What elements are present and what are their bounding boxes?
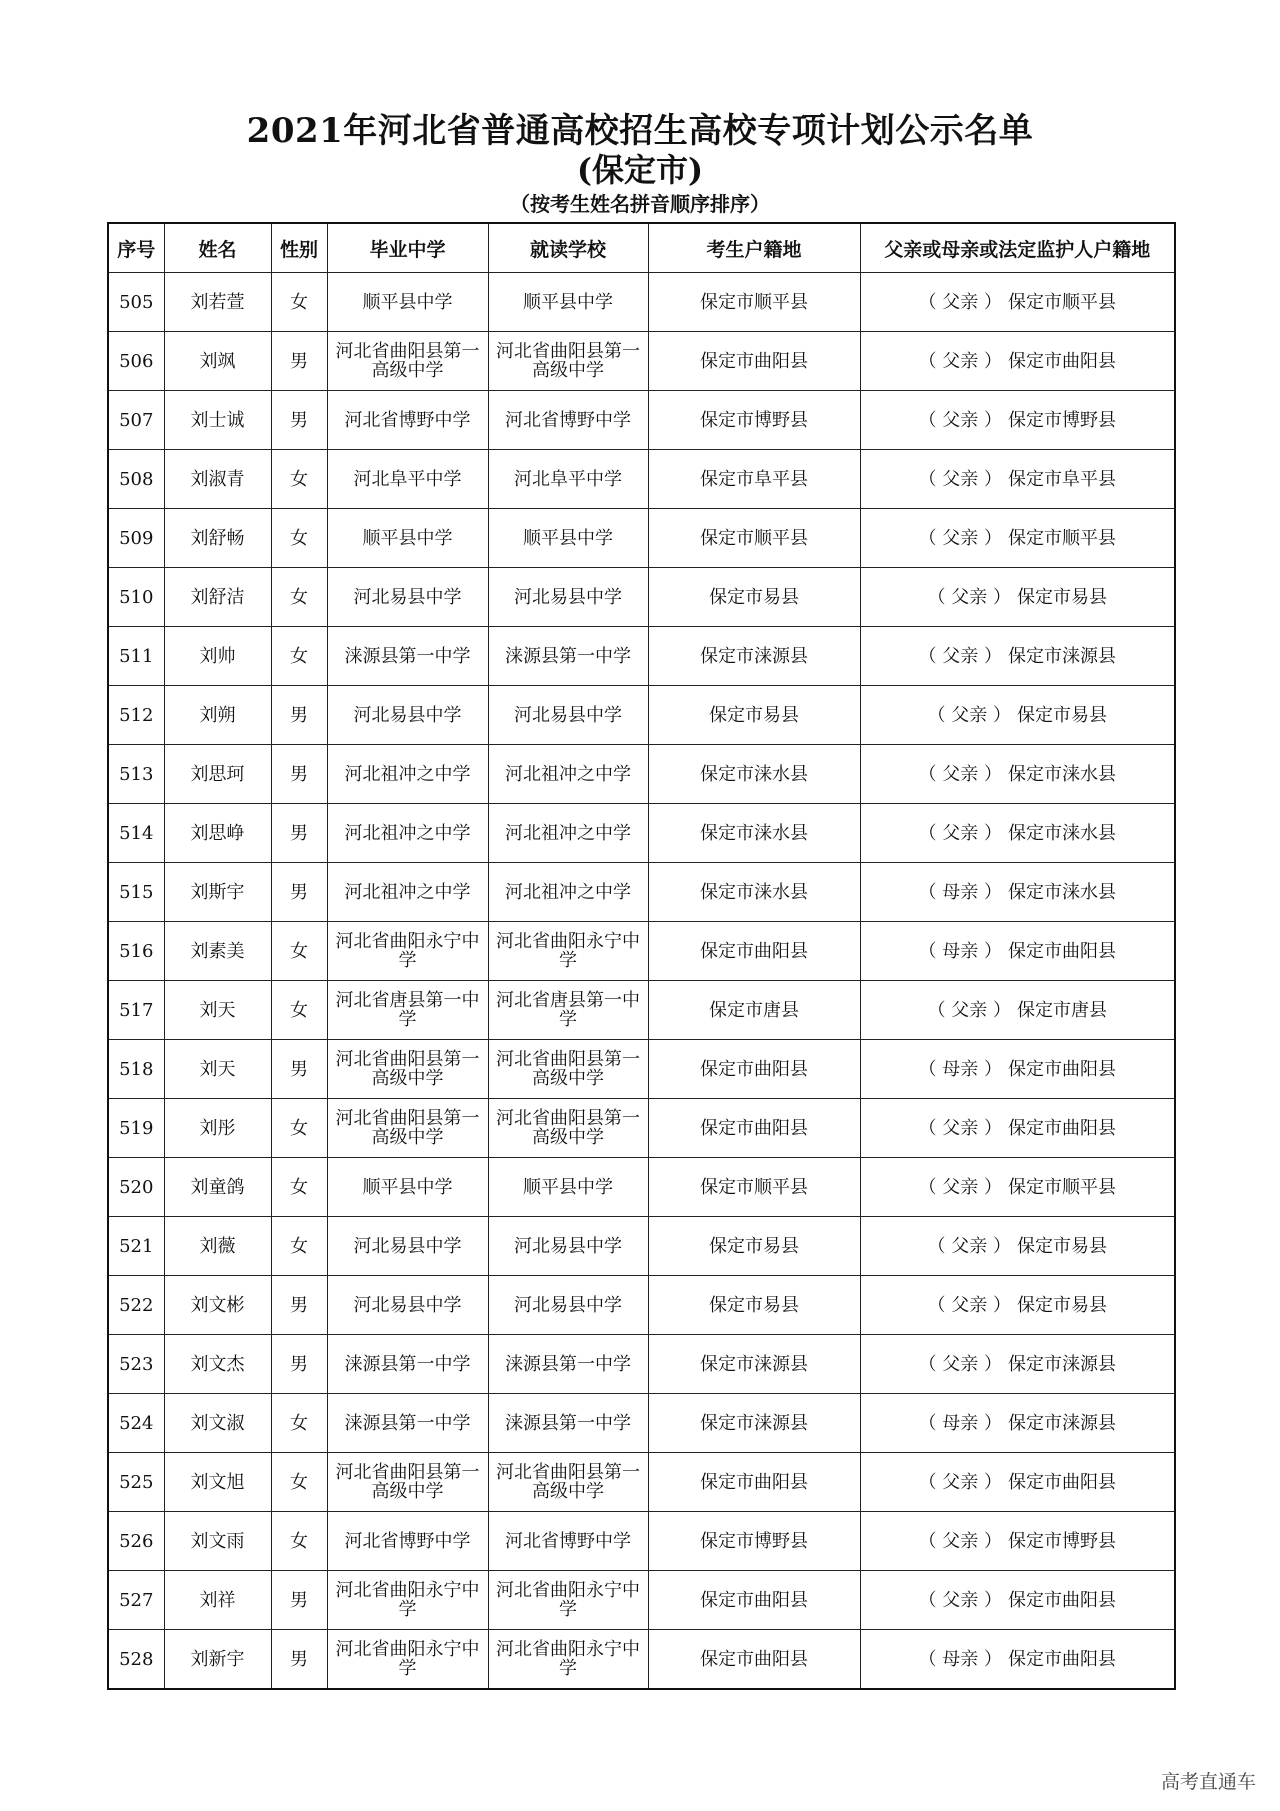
cell-study-school: 河北阜平中学 [488, 450, 648, 509]
cell-residence: 保定市唐县 [648, 981, 860, 1040]
guardian-relation: （ 母亲 ） [918, 881, 1002, 903]
guardian-relation: （ 父亲 ） [918, 763, 1002, 785]
guardian-relation: （ 父亲 ） [927, 586, 1011, 608]
header-gender: 性别 [271, 223, 327, 273]
guardian-relation: （ 父亲 ） [927, 999, 1011, 1021]
guardian-residence: 保定市易县 [1016, 704, 1107, 726]
guardian-relation: （ 父亲 ） [918, 1530, 1002, 1552]
guardian-relation: （ 父亲 ） [918, 1589, 1002, 1611]
cell-name: 刘童鸽 [164, 1158, 271, 1217]
cell-name: 刘士诚 [164, 391, 271, 450]
cell-name: 刘飒 [164, 332, 271, 391]
table-row [108, 1335, 1175, 1394]
cell-study-school: 河北省曲阳县第一高级中学 [488, 1099, 648, 1158]
cell-residence: 保定市涞源县 [648, 1335, 860, 1394]
cell-study-school: 顺平县中学 [488, 1158, 648, 1217]
cell-no: 526 [108, 1512, 164, 1571]
cell-name: 刘文淑 [164, 1394, 271, 1453]
cell-gender: 男 [271, 1630, 327, 1690]
document-subtitle: (保定市) [576, 151, 704, 189]
cell-name: 刘思珂 [164, 745, 271, 804]
cell-name: 刘天 [164, 1040, 271, 1099]
cell-study-school: 河北省曲阳县第一高级中学 [488, 332, 648, 391]
cell-grad-school: 河北易县中学 [327, 1217, 488, 1276]
cell-residence: 保定市涞源县 [648, 1394, 860, 1453]
cell-study-school: 河北省唐县第一中学 [488, 981, 648, 1040]
cell-residence: 保定市顺平县 [648, 273, 860, 332]
cell-grad-school: 河北祖冲之中学 [327, 804, 488, 863]
guardian-relation: （ 父亲 ） [918, 350, 1002, 372]
cell-study-school: 河北省曲阳县第一高级中学 [488, 1453, 648, 1512]
cell-grad-school: 河北省唐县第一中学 [327, 981, 488, 1040]
guardian-relation: （ 母亲 ） [918, 1412, 1002, 1434]
cell-guardian [860, 627, 1175, 686]
cell-residence: 保定市顺平县 [648, 1158, 860, 1217]
guardian-residence: 保定市曲阳县 [1007, 1117, 1116, 1139]
cell-study-school: 河北易县中学 [488, 568, 648, 627]
cell-guardian [860, 922, 1175, 981]
guardian-residence: 保定市曲阳县 [1007, 1471, 1116, 1493]
guardian-relation: （ 父亲 ） [927, 1294, 1011, 1316]
guardian-residence: 保定市博野县 [1007, 409, 1116, 431]
cell-residence: 保定市涞水县 [648, 863, 860, 922]
cell-gender: 女 [271, 1512, 327, 1571]
table-row [108, 1040, 1175, 1099]
cell-grad-school: 河北易县中学 [327, 686, 488, 745]
cell-residence: 保定市顺平县 [648, 509, 860, 568]
cell-gender: 女 [271, 450, 327, 509]
cell-residence: 保定市易县 [648, 686, 860, 745]
cell-guardian [860, 1512, 1175, 1571]
cell-guardian [860, 273, 1175, 332]
table-row [108, 568, 1175, 627]
cell-guardian [860, 1040, 1175, 1099]
cell-no: 524 [108, 1394, 164, 1453]
cell-gender: 女 [271, 509, 327, 568]
cell-guardian [860, 863, 1175, 922]
cell-name: 刘淑青 [164, 450, 271, 509]
table-row [108, 1571, 1175, 1630]
cell-no: 527 [108, 1571, 164, 1630]
cell-grad-school: 河北易县中学 [327, 568, 488, 627]
table-row [108, 627, 1175, 686]
cell-gender: 男 [271, 745, 327, 804]
cell-residence: 保定市曲阳县 [648, 1630, 860, 1690]
cell-gender: 女 [271, 1099, 327, 1158]
header-guardian-residence: 父亲或母亲或法定监护人户籍地 [860, 223, 1175, 273]
table-row [108, 1158, 1175, 1217]
table-row [108, 509, 1175, 568]
cell-study-school: 河北易县中学 [488, 1276, 648, 1335]
cell-no: 512 [108, 686, 164, 745]
cell-guardian [860, 332, 1175, 391]
cell-grad-school: 河北易县中学 [327, 1276, 488, 1335]
cell-no: 522 [108, 1276, 164, 1335]
cell-no: 521 [108, 1217, 164, 1276]
cell-no: 508 [108, 450, 164, 509]
cell-grad-school: 涞源县第一中学 [327, 627, 488, 686]
cell-gender: 男 [271, 1276, 327, 1335]
cell-grad-school: 涞源县第一中学 [327, 1335, 488, 1394]
table-row [108, 1394, 1175, 1453]
cell-gender: 女 [271, 568, 327, 627]
cell-residence: 保定市曲阳县 [648, 1571, 860, 1630]
cell-name: 刘新宇 [164, 1630, 271, 1690]
guardian-relation: （ 父亲 ） [918, 1471, 1002, 1493]
cell-guardian [860, 1158, 1175, 1217]
table-row [108, 1099, 1175, 1158]
cell-name: 刘素美 [164, 922, 271, 981]
cell-guardian [860, 568, 1175, 627]
cell-no: 511 [108, 627, 164, 686]
cell-no: 523 [108, 1335, 164, 1394]
guardian-residence: 保定市曲阳县 [1007, 1589, 1116, 1611]
guardian-relation: （ 父亲 ） [918, 468, 1002, 490]
header-residence: 考生户籍地 [648, 223, 860, 273]
cell-grad-school: 河北省博野中学 [327, 391, 488, 450]
guardian-residence: 保定市易县 [1016, 586, 1107, 608]
cell-no: 518 [108, 1040, 164, 1099]
header-grad-school: 毕业中学 [327, 223, 488, 273]
cell-grad-school: 河北省曲阳县第一高级中学 [327, 1040, 488, 1099]
table-body [108, 273, 1175, 1690]
cell-study-school: 河北省博野中学 [488, 1512, 648, 1571]
cell-name: 刘薇 [164, 1217, 271, 1276]
cell-gender: 男 [271, 1571, 327, 1630]
guardian-residence: 保定市易县 [1016, 1294, 1107, 1316]
cell-study-school: 河北祖冲之中学 [488, 863, 648, 922]
cell-guardian [860, 1276, 1175, 1335]
cell-study-school: 涞源县第一中学 [488, 627, 648, 686]
guardian-relation: （ 父亲 ） [927, 1235, 1011, 1257]
cell-gender: 女 [271, 1453, 327, 1512]
cell-gender: 男 [271, 1040, 327, 1099]
guardian-relation: （ 父亲 ） [918, 409, 1002, 431]
cell-name: 刘文杰 [164, 1335, 271, 1394]
guardian-relation: （ 父亲 ） [918, 1353, 1002, 1375]
cell-guardian [860, 1571, 1175, 1630]
table-row [108, 745, 1175, 804]
cell-name: 刘思峥 [164, 804, 271, 863]
cell-grad-school: 河北省曲阳永宁中学 [327, 922, 488, 981]
cell-name: 刘舒畅 [164, 509, 271, 568]
cell-study-school: 涞源县第一中学 [488, 1394, 648, 1453]
cell-no: 509 [108, 509, 164, 568]
cell-name: 刘斯宇 [164, 863, 271, 922]
cell-residence: 保定市易县 [648, 568, 860, 627]
cell-study-school: 河北省曲阳永宁中学 [488, 1571, 648, 1630]
watermark: 高考直通车 [1160, 1771, 1256, 1793]
guardian-residence: 保定市涞源县 [1007, 1353, 1116, 1375]
cell-name: 刘祥 [164, 1571, 271, 1630]
cell-residence: 保定市曲阳县 [648, 332, 860, 391]
cell-no: 515 [108, 863, 164, 922]
cell-residence: 保定市涞水县 [648, 804, 860, 863]
guardian-relation: （ 母亲 ） [918, 940, 1002, 962]
guardian-residence: 保定市曲阳县 [1007, 1648, 1116, 1670]
cell-gender: 女 [271, 1217, 327, 1276]
table-row [108, 804, 1175, 863]
cell-grad-school: 河北祖冲之中学 [327, 745, 488, 804]
roster-table [107, 222, 1176, 1690]
cell-grad-school: 顺平县中学 [327, 273, 488, 332]
cell-residence: 保定市涞源县 [648, 627, 860, 686]
cell-gender: 男 [271, 804, 327, 863]
cell-name: 刘天 [164, 981, 271, 1040]
cell-guardian [860, 981, 1175, 1040]
document-title: 2021年河北省普通高校招生高校专项计划公示名单 [246, 111, 1034, 151]
cell-name: 刘彤 [164, 1099, 271, 1158]
guardian-residence: 保定市易县 [1016, 1235, 1107, 1257]
cell-study-school: 河北祖冲之中学 [488, 745, 648, 804]
cell-grad-school: 河北省曲阳县第一高级中学 [327, 1099, 488, 1158]
cell-guardian [860, 391, 1175, 450]
table-header-row [108, 223, 1175, 273]
cell-grad-school: 涞源县第一中学 [327, 1394, 488, 1453]
table-row [108, 1512, 1175, 1571]
table-row [108, 1217, 1175, 1276]
guardian-residence: 保定市曲阳县 [1007, 940, 1116, 962]
cell-gender: 男 [271, 332, 327, 391]
cell-grad-school: 河北省曲阳县第一高级中学 [327, 332, 488, 391]
table-row [108, 391, 1175, 450]
cell-grad-school: 河北省曲阳永宁中学 [327, 1571, 488, 1630]
cell-gender: 男 [271, 1335, 327, 1394]
cell-no: 505 [108, 273, 164, 332]
cell-residence: 保定市易县 [648, 1276, 860, 1335]
guardian-residence: 保定市曲阳县 [1007, 350, 1116, 372]
guardian-residence: 保定市唐县 [1016, 999, 1107, 1021]
cell-no: 513 [108, 745, 164, 804]
cell-study-school: 河北省博野中学 [488, 391, 648, 450]
guardian-residence: 保定市曲阳县 [1007, 1058, 1116, 1080]
guardian-relation: （ 父亲 ） [918, 291, 1002, 313]
cell-residence: 保定市曲阳县 [648, 1040, 860, 1099]
cell-grad-school: 河北阜平中学 [327, 450, 488, 509]
cell-gender: 女 [271, 627, 327, 686]
guardian-residence: 保定市涞源县 [1007, 1412, 1116, 1434]
cell-guardian [860, 1217, 1175, 1276]
cell-no: 517 [108, 981, 164, 1040]
guardian-residence: 保定市顺平县 [1007, 527, 1116, 549]
header-study-school: 就读学校 [488, 223, 648, 273]
cell-residence: 保定市曲阳县 [648, 922, 860, 981]
guardian-residence: 保定市阜平县 [1007, 468, 1116, 490]
cell-guardian [860, 1630, 1175, 1690]
guardian-residence: 保定市涞水县 [1007, 881, 1116, 903]
cell-no: 516 [108, 922, 164, 981]
header-name: 姓名 [164, 223, 271, 273]
cell-guardian [860, 1099, 1175, 1158]
cell-no: 520 [108, 1158, 164, 1217]
cell-study-school: 顺平县中学 [488, 273, 648, 332]
table-row [108, 1453, 1175, 1512]
guardian-relation: （ 父亲 ） [918, 1117, 1002, 1139]
guardian-relation: （ 父亲 ） [918, 1176, 1002, 1198]
cell-residence: 保定市阜平县 [648, 450, 860, 509]
cell-residence: 保定市博野县 [648, 391, 860, 450]
table-row [108, 1630, 1175, 1690]
guardian-residence: 保定市涞源县 [1007, 645, 1116, 667]
cell-name: 刘帅 [164, 627, 271, 686]
guardian-relation: （ 父亲 ） [918, 527, 1002, 549]
cell-name: 刘若萱 [164, 273, 271, 332]
cell-residence: 保定市博野县 [648, 1512, 860, 1571]
guardian-residence: 保定市博野县 [1007, 1530, 1116, 1552]
cell-residence: 保定市曲阳县 [648, 1099, 860, 1158]
sort-note: （按考生姓名拼音顺序排序） [510, 192, 770, 216]
table-row [108, 273, 1175, 332]
guardian-residence: 保定市顺平县 [1007, 291, 1116, 313]
cell-no: 525 [108, 1453, 164, 1512]
cell-gender: 女 [271, 1394, 327, 1453]
guardian-residence: 保定市顺平县 [1007, 1176, 1116, 1198]
cell-grad-school: 顺平县中学 [327, 509, 488, 568]
cell-guardian [860, 686, 1175, 745]
table-row [108, 981, 1175, 1040]
cell-no: 519 [108, 1099, 164, 1158]
cell-guardian [860, 1394, 1175, 1453]
table-row [108, 1276, 1175, 1335]
header-no: 序号 [108, 223, 164, 273]
cell-gender: 男 [271, 686, 327, 745]
cell-name: 刘文旭 [164, 1453, 271, 1512]
guardian-relation: （ 父亲 ） [927, 704, 1011, 726]
cell-guardian [860, 450, 1175, 509]
cell-name: 刘舒洁 [164, 568, 271, 627]
cell-name: 刘文彬 [164, 1276, 271, 1335]
cell-guardian [860, 745, 1175, 804]
table-row [108, 922, 1175, 981]
cell-guardian [860, 1335, 1175, 1394]
cell-study-school: 河北易县中学 [488, 686, 648, 745]
cell-guardian [860, 1453, 1175, 1512]
cell-name: 刘朔 [164, 686, 271, 745]
guardian-relation: （ 父亲 ） [918, 822, 1002, 844]
table-row [108, 686, 1175, 745]
cell-study-school: 顺平县中学 [488, 509, 648, 568]
cell-gender: 女 [271, 1158, 327, 1217]
cell-grad-school: 河北省曲阳县第一高级中学 [327, 1453, 488, 1512]
cell-study-school: 涞源县第一中学 [488, 1335, 648, 1394]
cell-residence: 保定市易县 [648, 1217, 860, 1276]
cell-no: 507 [108, 391, 164, 450]
cell-grad-school: 河北省博野中学 [327, 1512, 488, 1571]
cell-grad-school: 河北祖冲之中学 [327, 863, 488, 922]
table-row [108, 332, 1175, 391]
cell-study-school: 河北省曲阳永宁中学 [488, 922, 648, 981]
cell-no: 506 [108, 332, 164, 391]
cell-study-school: 河北祖冲之中学 [488, 804, 648, 863]
cell-study-school: 河北易县中学 [488, 1217, 648, 1276]
cell-gender: 男 [271, 391, 327, 450]
cell-guardian [860, 804, 1175, 863]
cell-gender: 女 [271, 273, 327, 332]
cell-gender: 女 [271, 981, 327, 1040]
cell-grad-school: 顺平县中学 [327, 1158, 488, 1217]
table-row [108, 863, 1175, 922]
cell-residence: 保定市曲阳县 [648, 1453, 860, 1512]
cell-study-school: 河北省曲阳永宁中学 [488, 1630, 648, 1690]
cell-gender: 男 [271, 863, 327, 922]
guardian-relation: （ 父亲 ） [918, 645, 1002, 667]
guardian-relation: （ 母亲 ） [918, 1058, 1002, 1080]
cell-guardian [860, 509, 1175, 568]
cell-grad-school: 河北省曲阳永宁中学 [327, 1630, 488, 1690]
cell-no: 514 [108, 804, 164, 863]
cell-study-school: 河北省曲阳县第一高级中学 [488, 1040, 648, 1099]
guardian-residence: 保定市涞水县 [1007, 763, 1116, 785]
cell-residence: 保定市涞水县 [648, 745, 860, 804]
cell-name: 刘文雨 [164, 1512, 271, 1571]
cell-no: 510 [108, 568, 164, 627]
cell-gender: 女 [271, 922, 327, 981]
cell-no: 528 [108, 1630, 164, 1690]
table-row [108, 450, 1175, 509]
guardian-relation: （ 母亲 ） [918, 1648, 1002, 1670]
guardian-residence: 保定市涞水县 [1007, 822, 1116, 844]
